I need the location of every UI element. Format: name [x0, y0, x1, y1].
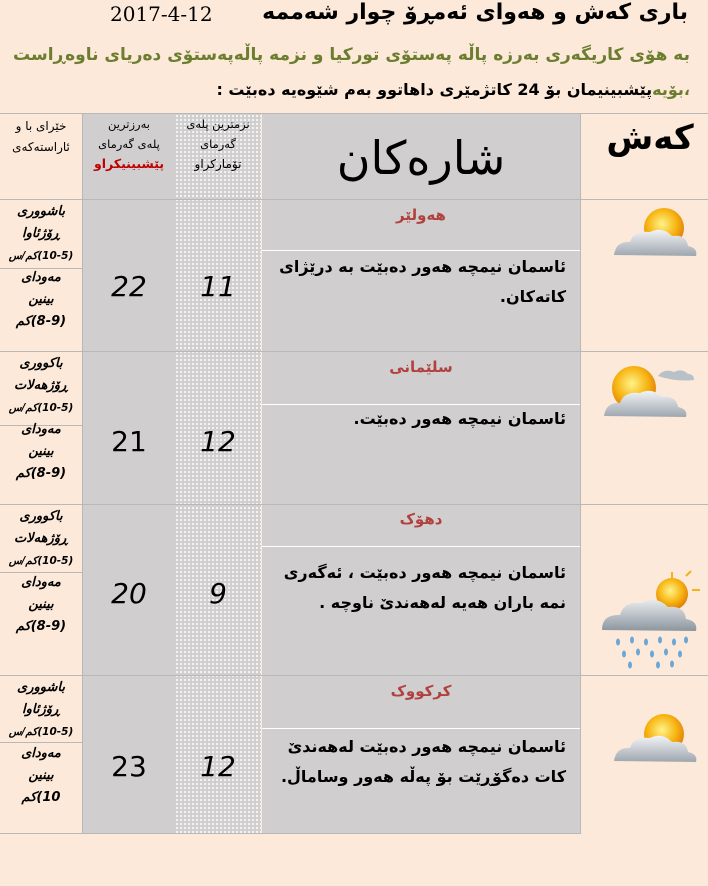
wind-direction: باشووری ڕۆژئاوا — [17, 204, 65, 241]
max-temp-column — [83, 114, 175, 834]
min-temp-value: 12 — [200, 425, 236, 458]
visibility-value: (8-9)کم — [15, 466, 67, 481]
subtitle-pressure: بە هۆی کاریگەری بەرزە پاڵە پەستۆی تورکیا و نزمە پاڵەپەستۆی دەریای ناوەڕاست — [12, 45, 690, 65]
min-temp-value: 11 — [200, 270, 236, 303]
subtitle-forecast-prefix: ،بۆیە — [652, 80, 690, 99]
wind-info — [0, 677, 82, 809]
weather-column-header: کەش — [606, 118, 694, 158]
wind-header: خێرای با و ئاراستەکەی — [12, 119, 70, 154]
wind-info — [0, 506, 82, 638]
wind-speed: (10-5)کم/س — [8, 402, 74, 414]
visibility-value: (8-9)کم — [15, 619, 67, 634]
partly-cloudy-icon — [596, 358, 700, 428]
weather-description: ئاسمان نیمچە هەور دەبێت بە درێژای کاتەکان. — [279, 257, 566, 306]
cities-column-header: شارەکان — [336, 130, 506, 185]
wind-info — [0, 201, 82, 333]
rain-cloud-sun-icon — [598, 568, 702, 672]
max-temp-value: 21 — [111, 425, 147, 458]
max-temp-value: 23 — [111, 750, 147, 783]
city-name: کرکووک — [390, 682, 452, 700]
visibility-value: (8-9)کم — [15, 314, 67, 329]
wind-info — [0, 353, 82, 485]
max-temp-value: 20 — [111, 577, 147, 610]
visibility-label: مەودای بینین — [21, 422, 61, 459]
min-temp-value: 9 — [209, 577, 227, 610]
subtitle-forecast-text: پێشبینیمان بۆ 24 کاتژمێری داهاتوو بەم شێوەیە دەبێت : — [216, 80, 653, 99]
subtitle-forecast — [0, 80, 690, 99]
wind-speed: (10-5)کم/س — [8, 250, 74, 262]
wind-speed: (10-5)کم/س — [8, 555, 74, 567]
wind-direction: باشووری ڕۆژئاوا — [17, 680, 65, 717]
wind-direction: باکووری ڕۆژهەلات — [14, 509, 68, 546]
visibility-label: مەودای بینین — [21, 575, 61, 612]
city-name: هەولێر — [396, 206, 446, 224]
wind-speed: (10-5)کم/س — [8, 726, 74, 738]
weather-description: ئاسمان نیمچە هەور دەبێت لەهەندێ کات دەگۆڕێت بۆ پەڵە هەور وساماڵ. — [280, 737, 566, 786]
page-title: باری کەش و هەوای ئەمڕۆ چوار شەممە — [262, 0, 688, 25]
city-name: سلێمانی — [389, 358, 453, 376]
min-temp-value: 12 — [200, 750, 236, 783]
min-temp-column — [175, 114, 261, 834]
max-temp-header: بەرزترین پلەی گەرمای پێشبینیکراو — [93, 117, 165, 171]
wind-direction: باکووری ڕۆژهەلات — [14, 356, 68, 393]
visibility-value: 10)کم — [21, 790, 61, 805]
max-temp-value: 22 — [111, 270, 147, 303]
weather-description: ئاسمان نیمچە هەور دەبێت. — [353, 409, 566, 428]
visibility-label: مەودای بینین — [21, 270, 61, 307]
title-bar — [0, 0, 708, 30]
partly-cloudy-icon — [604, 200, 704, 270]
city-name: دهۆک — [399, 510, 443, 528]
date-label: 2017-4-12 — [110, 2, 213, 26]
visibility-label: مەودای بینین — [21, 746, 61, 783]
weather-description: ئاسمان نیمچە هەور دەبێت ، ئەگەری نمە باران هەیە لەهەندێ ناوچە . — [283, 563, 566, 612]
min-temp-header: نزمترین پلەی گەرمای تۆمارکراو — [186, 117, 250, 171]
partly-cloudy-icon — [604, 706, 704, 776]
